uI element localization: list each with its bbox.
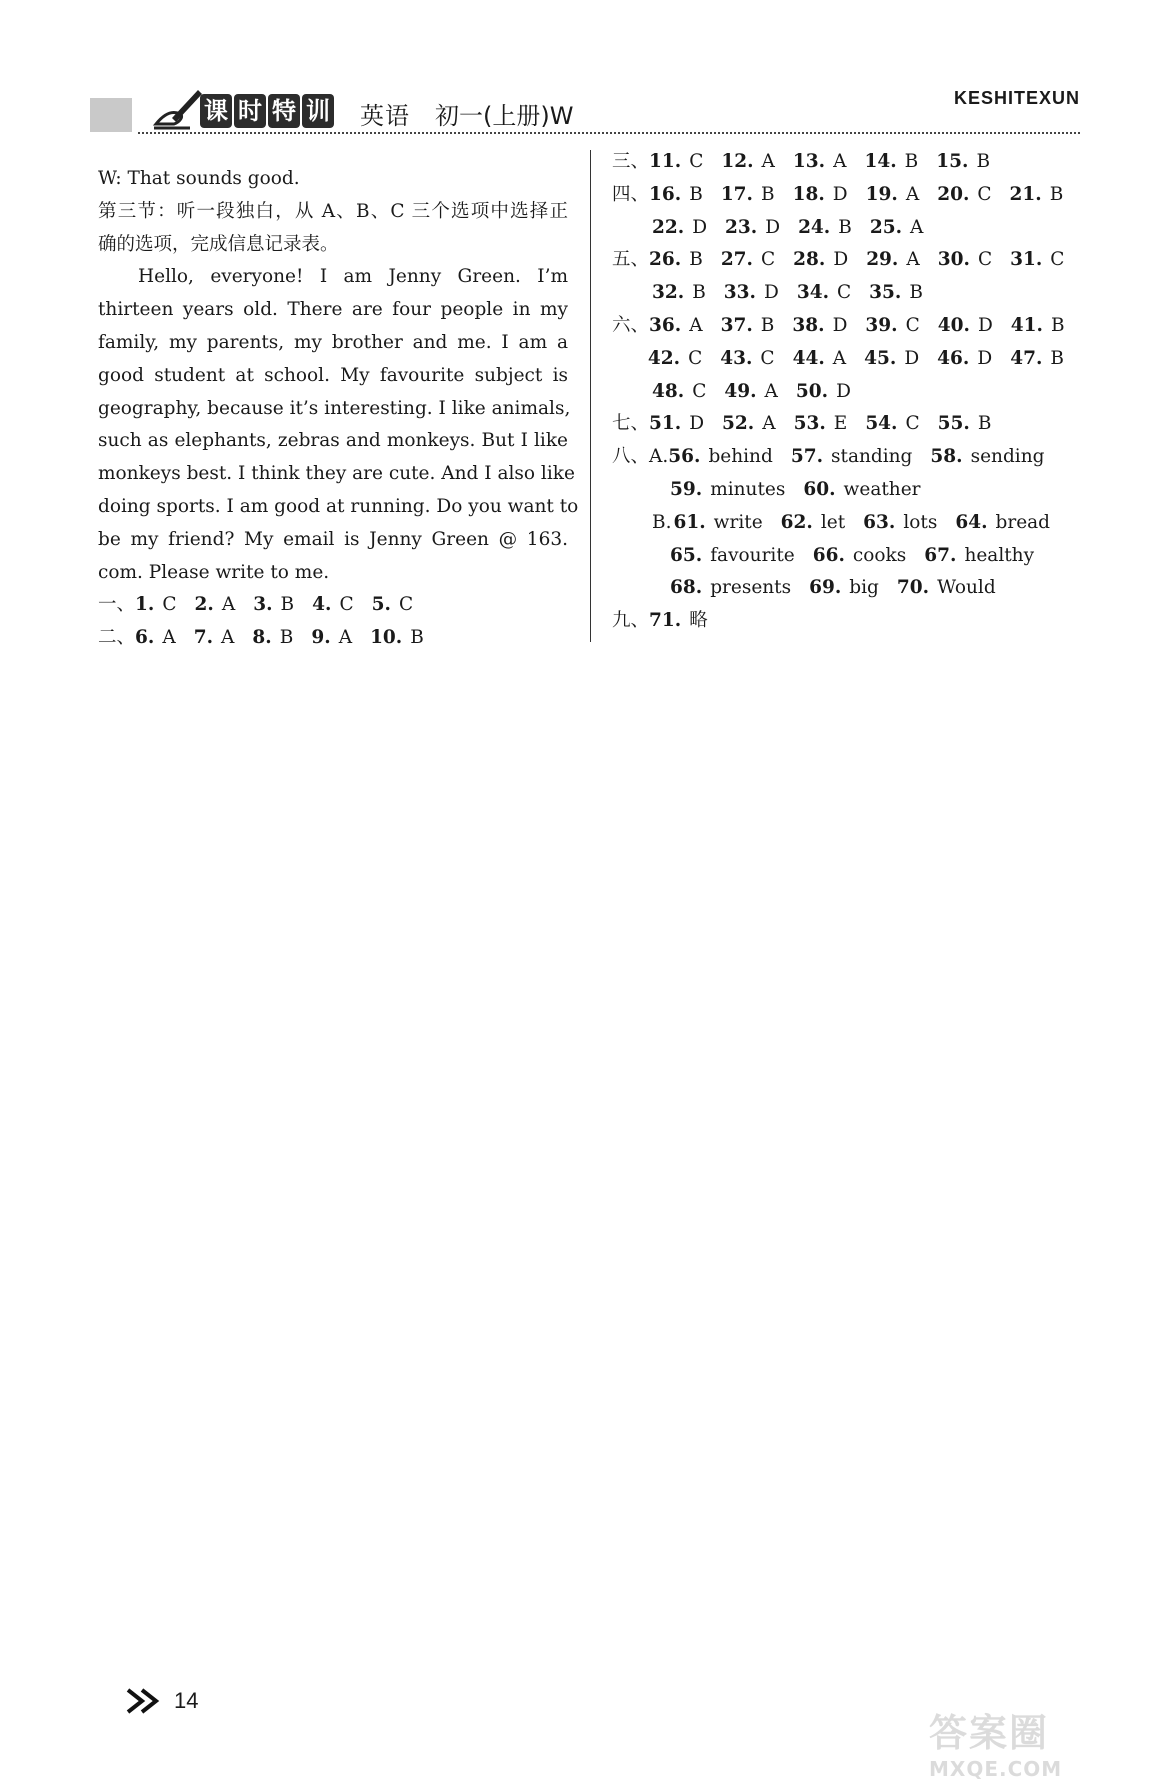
answer-value: favourite <box>710 544 795 566</box>
answer-item <box>670 474 785 507</box>
question-number: 15. <box>936 151 969 172</box>
answer-value: C <box>837 282 852 304</box>
passage-line: Hello, everyone! I am Jenny Green. I’m <box>138 266 568 288</box>
answer-item <box>720 343 774 376</box>
answer-value: C <box>339 594 354 616</box>
answer-item <box>721 146 775 179</box>
answer-item <box>794 408 848 441</box>
answer-value: A <box>906 249 920 271</box>
question-number: 19. <box>865 183 898 205</box>
question-number: 67. <box>924 544 957 566</box>
question-number: 25. <box>869 216 903 238</box>
question-number: 16. <box>649 183 682 205</box>
answer-value: B <box>280 594 295 616</box>
question-number: 56. <box>668 446 701 468</box>
answer-value: B <box>977 413 992 435</box>
answer-item <box>135 622 176 655</box>
answer-item <box>938 310 993 343</box>
column-divider <box>590 150 591 642</box>
question-number: 6. <box>135 627 155 649</box>
answer-value: C <box>905 413 920 435</box>
passage-line: doing sports. I am good at running. Do you want to <box>98 495 579 517</box>
answer-item <box>937 179 991 212</box>
question-number: 12. <box>721 151 754 172</box>
question-number: 29. <box>866 249 899 271</box>
answer-value: D <box>692 216 708 238</box>
question-number: 22. <box>652 216 685 238</box>
section-label: B. <box>652 511 672 533</box>
question-number: 8. <box>252 627 272 649</box>
answer-value: Would <box>937 577 996 599</box>
answer-item <box>652 376 706 409</box>
question-number: 30. <box>937 249 970 271</box>
question-number: 61. <box>673 511 706 533</box>
watermark-text: 答案圈 <box>929 1711 1050 1755</box>
question-number: 63. <box>863 511 896 533</box>
answer-item <box>194 622 235 655</box>
answer-value: A <box>762 413 776 435</box>
answer-item <box>864 146 918 179</box>
question-number: 34. <box>796 282 830 304</box>
answer-value: B <box>909 282 923 304</box>
question-number: 37. <box>720 314 753 336</box>
answer-item <box>724 277 779 310</box>
answer-value: B <box>1050 347 1064 369</box>
answer-value: D <box>763 282 779 304</box>
page-header <box>90 84 1080 136</box>
answer-row <box>612 277 1082 310</box>
question-number: 65. <box>670 544 703 566</box>
question-number: 35. <box>869 282 902 304</box>
answer-row <box>612 212 1082 245</box>
logo-char: 训 <box>302 94 334 128</box>
answer-item <box>670 540 795 573</box>
logo <box>200 94 334 128</box>
question-number: 46. <box>937 347 970 369</box>
answer-value: D <box>836 380 851 402</box>
answer-item <box>793 244 848 277</box>
answer-value: big <box>849 577 879 599</box>
answer-row <box>612 572 1082 605</box>
left-column <box>98 163 579 655</box>
answer-item <box>938 408 992 441</box>
answer-item <box>721 310 775 343</box>
answer-item <box>796 376 851 409</box>
question-number: 26. <box>649 249 682 271</box>
question-number: 54. <box>865 413 898 435</box>
answer-value: A <box>764 380 778 402</box>
answer-item <box>1010 179 1064 212</box>
answer-item <box>649 179 703 212</box>
question-number: 66. <box>812 544 845 566</box>
double-chevron-right-icon <box>126 1688 166 1714</box>
answer-item <box>135 589 176 622</box>
answer-item <box>648 343 702 376</box>
answer-item <box>652 277 706 310</box>
question-number: 24. <box>798 216 831 238</box>
question-number: 50. <box>795 380 829 402</box>
answer-item <box>869 277 923 310</box>
answer-value: C <box>977 183 992 205</box>
answer-item <box>793 179 848 212</box>
question-number: 33. <box>723 282 756 304</box>
answer-value: C <box>398 594 414 616</box>
question-number: 17. <box>720 183 753 205</box>
header-brand: KESHITEXUN <box>953 88 1080 108</box>
answer-value: B <box>760 314 775 336</box>
answer-item <box>1010 343 1064 376</box>
question-number: 38. <box>792 314 825 336</box>
answer-item <box>791 441 913 474</box>
header-subject: 英语 <box>360 102 410 130</box>
answer-row <box>98 589 568 622</box>
answer-item <box>863 507 937 540</box>
answer-item <box>722 408 776 441</box>
logo-char: 课 <box>200 94 232 128</box>
question-number: 5. <box>371 594 391 616</box>
header-gray-block <box>90 98 132 132</box>
answer-row <box>612 244 1082 277</box>
answer-value: D <box>977 347 993 369</box>
question-number: 36. <box>649 314 682 336</box>
answer-value: cooks <box>852 544 907 566</box>
question-number: 32. <box>652 282 685 304</box>
answer-value: B <box>692 282 706 304</box>
question-number: 55. <box>937 413 970 435</box>
answer-value: B <box>279 627 294 649</box>
answer-value: A <box>761 151 775 172</box>
answer-value: B <box>689 249 703 271</box>
answer-value: A <box>833 151 847 172</box>
answer-item <box>311 622 352 655</box>
dialogue-line: W: That sounds good. <box>98 168 300 189</box>
answer-value: D <box>833 249 849 271</box>
answer-value: C <box>689 151 704 172</box>
answer-item <box>924 540 1034 573</box>
question-number: 52. <box>722 413 755 435</box>
question-number: 39. <box>865 314 898 336</box>
question-number: 2. <box>194 594 214 616</box>
section-label: 六、 <box>612 314 650 336</box>
section-label: 五、 <box>612 249 650 271</box>
header-rule <box>138 132 1080 134</box>
answer-value: presents <box>710 577 792 599</box>
answer-item <box>649 605 708 638</box>
answer-value: sending <box>970 446 1045 468</box>
passage-line: com. Please write to me. <box>98 561 330 583</box>
answer-item <box>803 474 920 507</box>
answer-value: A <box>832 347 847 369</box>
answer-value: D <box>904 347 920 369</box>
question-number: 23. <box>725 216 758 238</box>
right-column <box>612 146 1082 638</box>
answer-row <box>612 310 1082 343</box>
answer-value: E <box>833 413 848 435</box>
answer-item <box>809 572 879 605</box>
answer-row <box>612 146 1082 179</box>
answer-item <box>1010 244 1064 277</box>
passage-line: good student at school. My favourite subject is <box>98 364 568 386</box>
page-footer <box>126 1688 198 1714</box>
answer-item <box>668 441 773 474</box>
question-number: 18. <box>792 183 825 205</box>
answer-value: write <box>713 511 763 533</box>
answer-item <box>938 244 992 277</box>
passage-line: geography, because it’s interesting. I like animals, <box>98 397 571 419</box>
answer-row <box>612 474 1082 507</box>
answer-item <box>724 376 778 409</box>
answer-item <box>721 244 775 277</box>
answer-row <box>612 179 1082 212</box>
answer-item <box>793 146 847 179</box>
question-number: 14. <box>864 151 897 172</box>
question-number: 3. <box>253 594 273 616</box>
logo-char: 特 <box>268 94 300 128</box>
question-number: 7. <box>193 627 214 649</box>
answer-item <box>936 146 990 179</box>
answer-value: A <box>910 216 924 238</box>
answer-list <box>98 589 568 655</box>
question-number: 1. <box>135 594 155 616</box>
answer-value: D <box>832 183 848 205</box>
question-number: 41. <box>1010 314 1043 336</box>
answer-item <box>870 212 924 245</box>
answer-item <box>670 572 791 605</box>
question-number: 70. <box>896 577 930 599</box>
answer-item <box>312 589 353 622</box>
answer-item <box>813 540 907 573</box>
question-number: 40. <box>937 314 970 336</box>
question-number: 43. <box>720 347 753 369</box>
answer-item <box>195 589 236 622</box>
passage-line: monkeys best. I think they are cute. And I also like <box>98 463 575 485</box>
answer-value: C <box>977 249 993 271</box>
answer-value: D <box>832 314 848 336</box>
question-number: 71. <box>649 610 682 632</box>
question-number: 9. <box>311 627 331 649</box>
answer-value: minutes <box>710 478 786 500</box>
answer-value: D <box>765 216 781 238</box>
answer-value: standing <box>831 446 913 468</box>
answer-item <box>673 507 762 540</box>
answer-item <box>652 212 707 245</box>
answer-item <box>865 408 919 441</box>
answer-value: weather <box>843 478 921 500</box>
answer-row <box>98 622 568 655</box>
question-number: 31. <box>1010 249 1043 271</box>
watermark <box>929 1702 1139 1782</box>
answer-row <box>612 441 1082 474</box>
answer-value: B <box>976 151 991 172</box>
question-number: 10. <box>370 627 403 649</box>
question-number: 13. <box>792 151 826 172</box>
section-label: 九、 <box>612 610 650 632</box>
instruction-line: 确的选项，完成信息记录表。 <box>98 233 339 255</box>
answer-value: B <box>904 151 919 172</box>
answer-value: D <box>977 314 993 336</box>
answer-item <box>937 343 992 376</box>
answer-value: lots <box>903 511 938 533</box>
passage-line: such as elephants, zebras and monkeys. But I like <box>98 430 568 452</box>
answer-value: let <box>820 511 846 533</box>
answer-value: C <box>761 249 776 271</box>
answer-item <box>649 244 703 277</box>
answer-row <box>612 507 1082 540</box>
answer-row <box>612 540 1082 573</box>
instruction-line: 第三节：听一段独白，从 A、B、C 三个选项中选择正 <box>98 200 568 222</box>
answer-row <box>612 605 1082 638</box>
answer-value: B <box>689 183 703 205</box>
answer-item <box>649 310 703 343</box>
question-number: 44. <box>792 347 825 369</box>
answer-item <box>792 310 847 343</box>
question-number: 68. <box>670 577 703 599</box>
section-label: 七、 <box>612 413 650 435</box>
pen-hand-icon <box>150 84 206 132</box>
question-number: 59. <box>670 478 703 500</box>
answer-value: A <box>905 183 920 205</box>
section-label: 一、 <box>98 594 136 616</box>
question-number: 62. <box>780 511 813 533</box>
answer-row <box>612 408 1082 441</box>
answer-item <box>793 343 847 376</box>
answer-item <box>864 343 919 376</box>
answer-value: A <box>221 627 235 649</box>
answer-value: 略 <box>689 610 708 632</box>
page-number: 14 <box>174 1688 199 1713</box>
question-number: 28. <box>793 249 826 271</box>
answer-item <box>649 408 704 441</box>
watermark-url: MXQE.COM <box>929 1757 1063 1781</box>
question-number: 45. <box>864 347 897 369</box>
answer-item <box>897 572 996 605</box>
answer-value: B <box>1049 183 1064 205</box>
answer-value: B <box>1050 314 1065 336</box>
answer-item <box>798 212 852 245</box>
answer-item <box>649 146 703 179</box>
header-grade: 初一(上册)W <box>435 102 574 130</box>
answer-row <box>612 343 1082 376</box>
answer-value: bread <box>995 511 1051 533</box>
question-number: 4. <box>312 594 332 616</box>
question-number: 21. <box>1009 183 1042 205</box>
answer-item <box>930 441 1044 474</box>
answer-value: C <box>688 347 703 369</box>
answer-value: C <box>162 594 177 616</box>
answer-item <box>866 179 920 212</box>
question-number: 60. <box>803 478 836 500</box>
question-number: 49. <box>724 380 757 402</box>
answer-item <box>781 507 846 540</box>
question-number: 20. <box>937 183 970 205</box>
answer-item <box>865 310 919 343</box>
answer-item <box>725 212 780 245</box>
answer-value: A <box>162 627 176 649</box>
question-number: 69. <box>809 577 842 599</box>
passage-line: be my friend? My email is Jenny Green @ 163. <box>98 528 568 550</box>
answer-row <box>612 376 1082 409</box>
answer-value: D <box>689 413 705 435</box>
question-number: 64. <box>955 511 988 533</box>
question-number: 47. <box>1010 347 1043 369</box>
answer-item <box>866 244 920 277</box>
answer-item <box>252 622 293 655</box>
answer-item <box>372 589 413 622</box>
question-number: 11. <box>649 151 682 172</box>
question-number: 58. <box>930 446 963 468</box>
answer-value: C <box>760 347 775 369</box>
answer-value: C <box>692 380 707 402</box>
answer-item <box>253 589 294 622</box>
answer-value: B <box>410 627 424 649</box>
question-number: 27. <box>720 249 753 271</box>
passage-line: thirteen years old. There are four people in my <box>98 299 568 321</box>
answer-item <box>1011 310 1065 343</box>
answer-item <box>955 507 1050 540</box>
answer-value: A <box>689 314 703 336</box>
answer-value: B <box>838 216 852 238</box>
question-number: 53. <box>793 413 826 435</box>
answer-value: behind <box>708 446 773 468</box>
answer-item <box>721 179 775 212</box>
answer-item <box>370 622 424 655</box>
question-number: 51. <box>649 413 682 435</box>
question-number: 57. <box>790 446 824 468</box>
answer-value: C <box>905 314 920 336</box>
answer-item <box>797 277 851 310</box>
passage-line: family, my parents, my brother and me. I am a <box>98 331 568 353</box>
answer-value: healthy <box>964 544 1035 566</box>
answer-value: A <box>221 594 236 616</box>
answer-value: C <box>1050 249 1065 271</box>
question-number: 42. <box>647 347 681 369</box>
section-label: 八、A. <box>612 446 669 468</box>
answer-value: B <box>761 183 775 205</box>
question-number: 48. <box>652 380 685 402</box>
section-label: 四、 <box>612 183 650 205</box>
section-label: 三、 <box>612 151 650 172</box>
logo-char: 时 <box>234 94 266 128</box>
section-label: 二、 <box>98 627 136 649</box>
answer-value: A <box>338 627 353 649</box>
